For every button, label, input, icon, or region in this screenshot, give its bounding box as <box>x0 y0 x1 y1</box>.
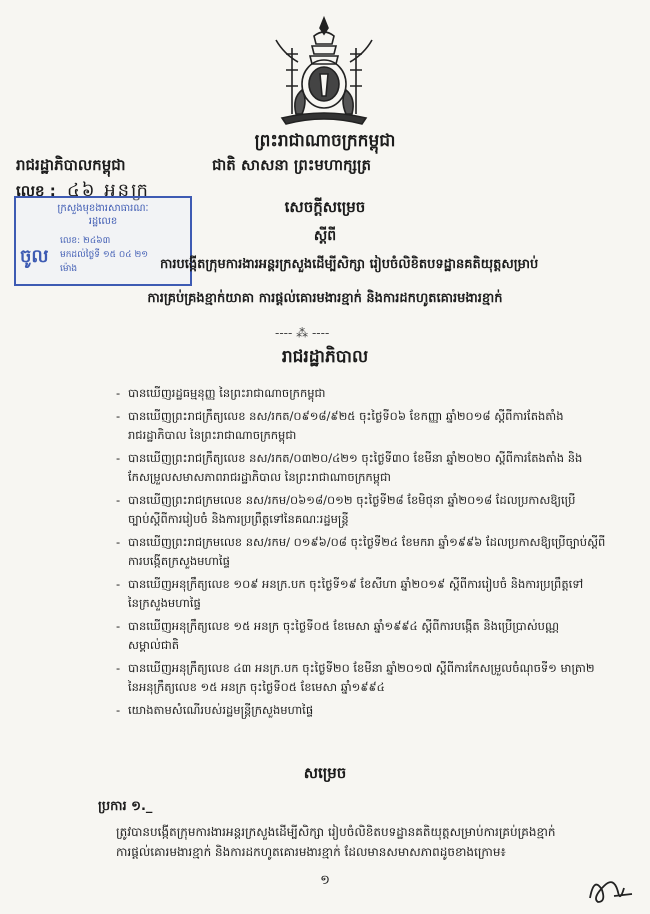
handwritten-initials-icon <box>584 868 636 908</box>
list-item-text: បានឃើញព្រះរាជក្រឹត្យលេខ នស/រកត/០៩១៨/៩២៥ ចុះថ្ងៃទី០៦ ខែកញ្ញា ឆ្នាំ២០១៨ ស្តីពីការតែងតាំង រាជរដ្ឋាភិបាល នៃព្រះរាជាណាចក្រកម្ពុជា <box>128 409 564 442</box>
kingdom-title: ព្រះរាជាណាចក្រកម្ពុជា <box>254 131 396 151</box>
ministry-name: រាជរដ្ឋាភិបាលកម្ពុជា <box>16 156 126 174</box>
list-item-text: បានឃើញអនុក្រឹត្យលេខ ១០៩ អនក្រ.បក ចុះថ្ងៃទី១៩ ខែសីហា ឆ្នាំ២០១៩ ស្តីពីការរៀបចំ និងការប្រព្រឹត្តទៅ នៃក្រសួងមហាផ្ទៃ <box>128 577 584 610</box>
stamp-line-number: លេខ: ២៤៦៣ <box>60 236 111 246</box>
stamp-title: ក្រសួងមុខងារសាធារណៈ រដ្ឋលេខ <box>57 203 149 227</box>
title-line-2: ការគ្រប់គ្រងខ្មាក់យាគា ការផ្តល់គោរមងារខ្មាក់ និងការដកហូតគោរមងារខ្មាក់ <box>147 291 503 306</box>
section-divider: ---- ⁂ ---- <box>275 326 330 340</box>
list-item: - យោងតាមសំណើរបស់រដ្ឋមន្ត្រីក្រសួងមហាផ្ទៃ <box>116 701 636 720</box>
list-item: - បានឃើញព្រះរាជក្រឹត្យលេខ នស/រកត/០៩១៨/៩២៥ ចុះថ្ងៃទី០៦ ខែកញ្ញា ឆ្នាំ២០១៨ ស្តីពីការតែងតាំង រាជរដ្ឋាភិបាល នៃព្រះរាជាណាចក្រកម្ពុជា <box>116 407 636 445</box>
list-item: - បានឃើញអនុក្រឹត្យលេខ ១០៩ អនក្រ.បក ចុះថ្ងៃទី១៩ ខែសីហា ឆ្នាំ២០១៩ ស្តីពីការរៀបចំ និងការប្រព្រឹត្តទៅ នៃក្រសួងមហាផ្ទៃ <box>116 575 636 613</box>
title-line-1: ការបង្កើតក្រុមការងារអន្តរក្រសួងដើម្បីសិក្សា រៀបចំលិខិតបទដ្ឋានគតិយុត្តសម្រាប់ <box>160 257 539 272</box>
list-item: - បានឃើញព្រះរាជក្រឹត្យលេខ នស/រកត/០៣២០/៤២១ ចុះថ្ងៃទី៣០ ខែមីនា ឆ្នាំ២០២០ ស្តីពីការតែងតាំង និង កែសម្រួលសមាសភាពរាជរដ្ឋាភិបាល នៃព្រះរាជាណាចក្រកម្ពុជា <box>116 449 636 487</box>
title-about: ស្តីពី <box>313 228 337 244</box>
list-item-text: បានឃើញរដ្ឋធម្មនុញ្ញ នៃព្រះរាជាណាចក្រកម្ពុជា <box>128 386 326 400</box>
page-number: ១ <box>320 873 330 888</box>
government-heading: រាជរដ្ឋាភិបាល <box>281 347 369 367</box>
list-item-text: យោងតាមសំណើរបស់រដ្ឋមន្ត្រីក្រសួងមហាផ្ទៃ <box>128 703 314 717</box>
article-1-text: ត្រូវបានបង្កើតក្រុមការងារអន្តរក្រសួងដើម្បីសិក្សា រៀបចំលិខិតបទដ្ឋានគតិយុត្តសម្រាប់ការគ្រប់គ្រងខ្មាក់ ការផ្តល់គោរមងារខ្មាក់ និងការដកហូតគោរមងារខ្មាក់ ដែលមានសមាសភាពដូចខាងក្រោម៖ <box>116 825 556 859</box>
list-item: - បានឃើញព្រះរាជក្រមលេខ នស/រកម/០៦១៨/០១២ ចុះថ្ងៃទី២៨ ខែមិថុនា ឆ្នាំ២០១៨ ដែលប្រកាសឱ្យប្រើ ច្បាប់ស្តីពីការរៀបចំ និងការប្រព្រឹត្តទៅនៃគណៈរដ្ឋមន្ត្រី <box>116 491 636 529</box>
list-item: - បានឃើញអនុក្រឹត្យលេខ ៤៣ អនក្រ.បក ចុះថ្ងៃទី២០ ខែមីនា ឆ្នាំ២០១៧ ស្តីពីការកែសម្រួលចំណុចទី១ មាត្រា២ នៃអនុក្រឹត្យលេខ ១៥ អនក្រ ចុះថ្ងៃទី០៥ ខែមេសា ឆ្នាំ១៩៩៤ <box>116 659 636 697</box>
stamp-line-time: ម៉ោង <box>60 264 78 274</box>
royal-emblem-icon <box>262 14 386 126</box>
article-1-label: ប្រការ ១._ <box>98 799 153 814</box>
list-item-text: បានឃើញព្រះរាជក្រមលេខ នស/រកម/០៦១៨/០១២ ចុះថ្ងៃទី២៨ ខែមិថុនា ឆ្នាំ២០១៨ ដែលប្រកាសឱ្យប្រើ ច្បាប់ស្តីពីការរៀបចំ និងការប្រព្រឹត្តទៅនៃគណៈរដ្ឋមន្ត្រី <box>128 493 576 526</box>
list-item-text: បានឃើញអនុក្រឹត្យលេខ ១៥ អនក្រ ចុះថ្ងៃទី០៥ ខែមេសា ឆ្នាំ១៩៩៤ ស្តីពីការបង្កើត និងប្រើប្រាស់បណ្ណ សម្គាល់ជាតិ <box>128 619 560 652</box>
national-motto: ជាតិ សាសនា ព្រះមហាក្សត្រ <box>212 156 371 174</box>
list-item-text: បានឃើញអនុក្រឹត្យលេខ ៤៣ អនក្រ.បក ចុះថ្ងៃទី២០ ខែមីនា ឆ្នាំ២០១៧ ស្តីពីការកែសម្រួលចំណុចទី១ មាត្រា២ នៃអនុក្រឹត្យលេខ ១៥ អនក្រ ចុះថ្ងៃទី០៥ ខែមេសា ឆ្នាំ១៩៩៤ <box>128 661 595 694</box>
list-item: - បានឃើញព្រះរាជក្រមលេខ នស/រកម/ ០១៩៦/០៨ ចុះថ្ងៃទី២៤ ខែមករា ឆ្នាំ១៩៩៦ ដែលប្រកាសឱ្យប្រើច្បាប់ស្តីពី ការបង្កើតក្រសួងមហាផ្ទៃ <box>116 533 636 571</box>
list-item: - បានឃើញរដ្ឋធម្មនុញ្ញ នៃព្រះរាជាណាចក្រកម្ពុជា <box>116 384 636 403</box>
document-number-label: លេខ : <box>16 182 56 200</box>
considerations-list <box>116 384 636 724</box>
decision-heading: សម្រេច <box>303 764 347 782</box>
document-type: សេចក្តីសម្រេច <box>284 198 366 216</box>
list-item-text: បានឃើញព្រះរាជក្រឹត្យលេខ នស/រកត/០៣២០/៤២១ ចុះថ្ងៃទី៣០ ខែមីនា ឆ្នាំ២០២០ ស្តីពីការតែងតាំង និង កែសម្រួលសមាសភាពរាជរដ្ឋាភិបាល នៃព្រះរាជាណាចក្រកម្ពុជា <box>128 451 583 484</box>
list-item-text: បានឃើញព្រះរាជក្រមលេខ នស/រកម/ ០១៩៦/០៨ ចុះថ្ងៃទី២៤ ខែមករា ឆ្នាំ១៩៩៦ ដែលប្រកាសឱ្យប្រើច្បាប់ស្តីពី ការបង្កើតក្រសួងមហាផ្ទៃ <box>128 535 606 568</box>
document-number-value: ៤៦ អនក្រ <box>67 180 150 201</box>
list-item: - បានឃើញអនុក្រឹត្យលេខ ១៥ អនក្រ ចុះថ្ងៃទី០៥ ខែមេសា ឆ្នាំ១៩៩៤ ស្តីពីការបង្កើត និងប្រើប្រាស់បណ្ណ សម្គាល់ជាតិ <box>116 617 636 655</box>
stamp-line-date: មកដល់ថ្ងៃទី ១៥ ០៤ ២១ <box>60 250 149 260</box>
stamp-side-label: ចូល <box>20 246 49 267</box>
